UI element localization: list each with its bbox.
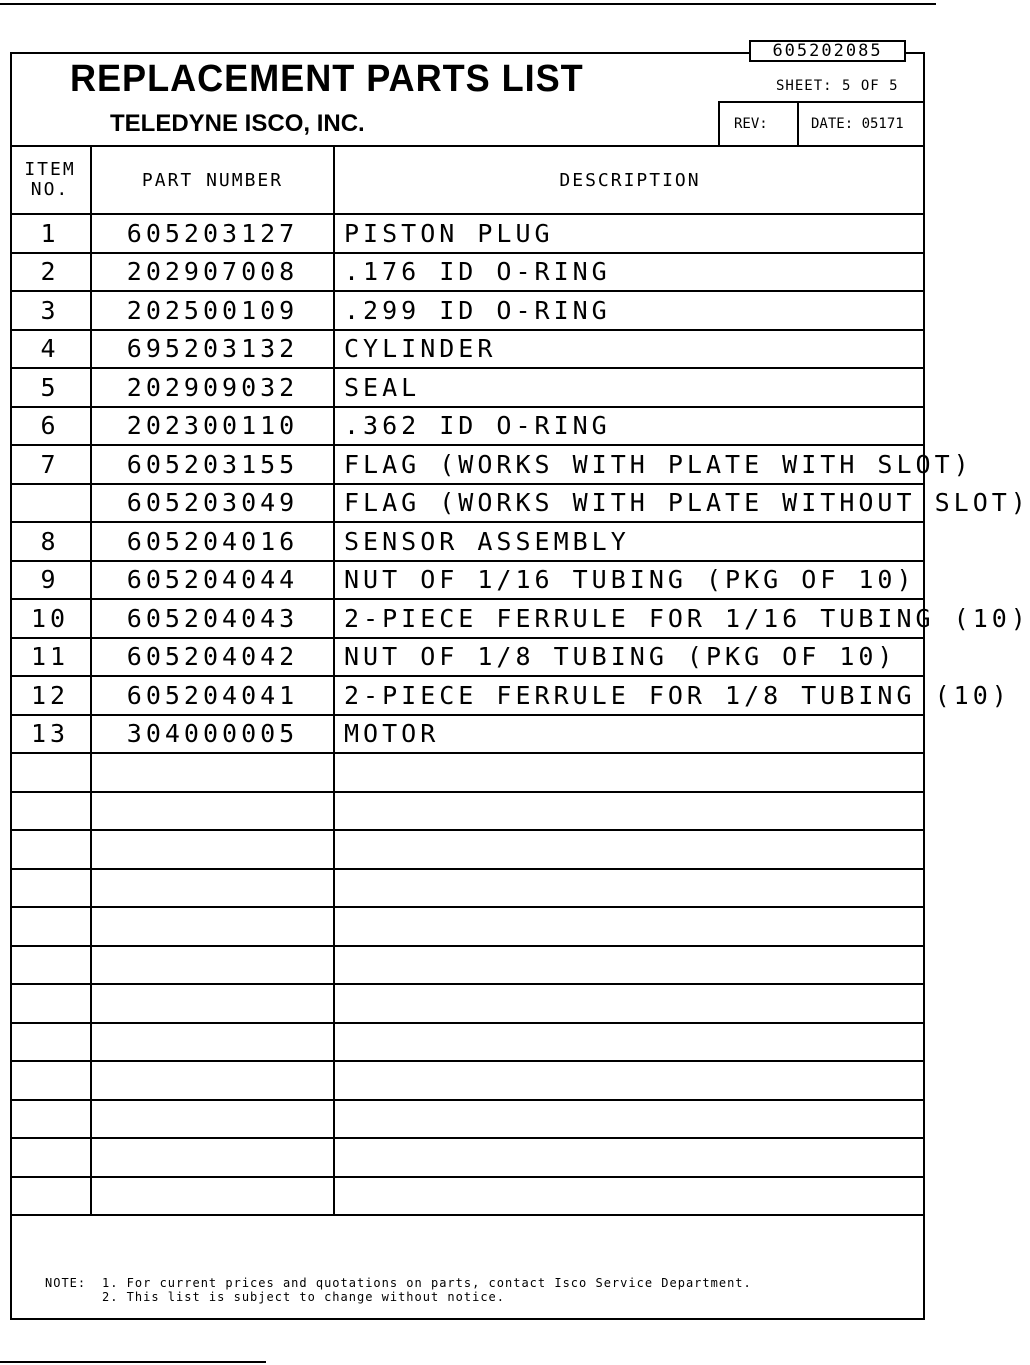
table-row bbox=[10, 445, 925, 484]
column-header-part-number: PART NUMBER bbox=[91, 146, 334, 214]
table-row bbox=[10, 946, 925, 985]
page-title: REPLACEMENT PARTS LIST bbox=[70, 58, 584, 100]
description-cell bbox=[334, 907, 925, 946]
item-number-cell bbox=[10, 484, 91, 523]
table-row bbox=[10, 522, 925, 561]
description-cell: NUT OF 1/16 TUBING (PKG OF 10) bbox=[334, 561, 925, 600]
description-cell bbox=[334, 1177, 925, 1216]
part-number-cell bbox=[91, 1100, 334, 1139]
description-cell bbox=[334, 1100, 925, 1139]
item-number-cell: 3 bbox=[10, 291, 91, 330]
table-row bbox=[10, 253, 925, 292]
description-cell: FLAG (WORKS WITH PLATE WITH SLOT) bbox=[334, 445, 925, 484]
part-number-cell: 605204042 bbox=[91, 638, 334, 677]
part-number-cell: 304000005 bbox=[91, 715, 334, 754]
item-number-cell: 1 bbox=[10, 214, 91, 253]
table-row bbox=[10, 1138, 925, 1177]
description-cell: .362 ID O-RING bbox=[334, 407, 925, 446]
table-row bbox=[10, 792, 925, 831]
part-number-cell: 202300110 bbox=[91, 407, 334, 446]
table-row bbox=[10, 1100, 925, 1139]
description-cell: NUT OF 1/8 TUBING (PKG OF 10) bbox=[334, 638, 925, 677]
description-cell: SENSOR ASSEMBLY bbox=[334, 522, 925, 561]
parts-table bbox=[10, 145, 1030, 1216]
item-number-cell bbox=[10, 946, 91, 985]
notes-section bbox=[10, 1262, 925, 1318]
table-row bbox=[10, 638, 925, 677]
table-row bbox=[10, 907, 925, 946]
table-row bbox=[10, 676, 925, 715]
item-number-cell: 2 bbox=[10, 253, 91, 292]
part-number-cell bbox=[91, 1177, 334, 1216]
description-cell: 2-PIECE FERRULE FOR 1/16 TUBING (10) bbox=[334, 599, 925, 638]
document-number: 605202085 bbox=[749, 40, 906, 62]
table-row bbox=[10, 599, 925, 638]
description-cell: .176 ID O-RING bbox=[334, 253, 925, 292]
table-row bbox=[10, 291, 925, 330]
part-number-cell bbox=[91, 907, 334, 946]
column-header-item-line2: NO. bbox=[30, 179, 70, 200]
table-row bbox=[10, 561, 925, 600]
column-header-item-line1: ITEM bbox=[24, 159, 76, 180]
description-cell bbox=[334, 946, 925, 985]
item-number-cell bbox=[10, 1100, 91, 1139]
description-cell bbox=[334, 984, 925, 1023]
item-number-cell: 4 bbox=[10, 330, 91, 369]
part-number-cell bbox=[91, 792, 334, 831]
table-row bbox=[10, 368, 925, 407]
description-cell: CYLINDER bbox=[334, 330, 925, 369]
table-row bbox=[10, 984, 925, 1023]
part-number-cell: 202907008 bbox=[91, 253, 334, 292]
sheet-number: SHEET: 5 OF 5 bbox=[776, 78, 899, 94]
item-number-cell bbox=[10, 907, 91, 946]
part-number-cell bbox=[91, 984, 334, 1023]
description-cell bbox=[334, 1061, 925, 1100]
table-row bbox=[10, 869, 925, 908]
description-cell bbox=[334, 753, 925, 792]
description-cell: FLAG (WORKS WITH PLATE WITHOUT SLOT) bbox=[334, 484, 925, 523]
item-number-cell: 9 bbox=[10, 561, 91, 600]
item-number-cell: 13 bbox=[10, 715, 91, 754]
item-number-cell: 6 bbox=[10, 407, 91, 446]
part-number-cell: 605203127 bbox=[91, 214, 334, 253]
description-cell: 2-PIECE FERRULE FOR 1/8 TUBING (10) bbox=[334, 676, 925, 715]
table-row bbox=[10, 1177, 925, 1216]
note-label: NOTE: bbox=[45, 1276, 87, 1290]
table-row bbox=[10, 753, 925, 792]
parts-table-body bbox=[10, 214, 1030, 1215]
part-number-cell bbox=[91, 830, 334, 869]
part-number-cell: 605204044 bbox=[91, 561, 334, 600]
table-row bbox=[10, 484, 925, 523]
part-number-cell: 202500109 bbox=[91, 291, 334, 330]
description-cell bbox=[334, 869, 925, 908]
column-header-item bbox=[10, 146, 91, 214]
note-line-1: 1. For current prices and quotations on parts, contact Isco Service Department. bbox=[102, 1276, 752, 1290]
part-number-cell: 605204016 bbox=[91, 522, 334, 561]
item-number-cell bbox=[10, 1138, 91, 1177]
description-cell bbox=[334, 1023, 925, 1062]
date-field: DATE: 05171 bbox=[797, 101, 923, 145]
table-row bbox=[10, 1061, 925, 1100]
description-cell: PISTON PLUG bbox=[334, 214, 925, 253]
part-number-cell bbox=[91, 946, 334, 985]
description-cell bbox=[334, 830, 925, 869]
part-number-cell: 605203049 bbox=[91, 484, 334, 523]
description-cell: .299 ID O-RING bbox=[334, 291, 925, 330]
part-number-cell: 605204043 bbox=[91, 599, 334, 638]
description-cell bbox=[334, 792, 925, 831]
description-cell bbox=[334, 1138, 925, 1177]
table-row bbox=[10, 830, 925, 869]
table-row bbox=[10, 214, 925, 253]
item-number-cell bbox=[10, 1061, 91, 1100]
table-row bbox=[10, 1023, 925, 1062]
part-number-cell bbox=[91, 869, 334, 908]
part-number-cell bbox=[91, 1023, 334, 1062]
company-name: TELEDYNE ISCO, INC. bbox=[110, 110, 365, 137]
item-number-cell bbox=[10, 753, 91, 792]
part-number-cell: 605203155 bbox=[91, 445, 334, 484]
item-number-cell bbox=[10, 1177, 91, 1216]
table-header-row bbox=[10, 146, 925, 214]
item-number-cell: 8 bbox=[10, 522, 91, 561]
table-row bbox=[10, 330, 925, 369]
part-number-cell bbox=[91, 753, 334, 792]
part-number-cell bbox=[91, 1138, 334, 1177]
item-number-cell: 5 bbox=[10, 368, 91, 407]
part-number-cell bbox=[91, 1061, 334, 1100]
item-number-cell: 10 bbox=[10, 599, 91, 638]
column-header-description: DESCRIPTION bbox=[334, 146, 925, 214]
top-rule bbox=[0, 3, 936, 5]
item-number-cell: 11 bbox=[10, 638, 91, 677]
description-cell: SEAL bbox=[334, 368, 925, 407]
table-row bbox=[10, 407, 925, 446]
item-number-cell bbox=[10, 1023, 91, 1062]
bottom-rule bbox=[0, 1361, 266, 1363]
description-cell: MOTOR bbox=[334, 715, 925, 754]
item-number-cell bbox=[10, 984, 91, 1023]
item-number-cell: 7 bbox=[10, 445, 91, 484]
part-number-cell: 605204041 bbox=[91, 676, 334, 715]
table-row bbox=[10, 715, 925, 754]
item-number-cell bbox=[10, 830, 91, 869]
part-number-cell: 695203132 bbox=[91, 330, 334, 369]
item-number-cell bbox=[10, 869, 91, 908]
item-number-cell bbox=[10, 792, 91, 831]
note-line-2: 2. This list is subject to change without notice. bbox=[102, 1290, 506, 1304]
part-number-cell: 202909032 bbox=[91, 368, 334, 407]
item-number-cell: 12 bbox=[10, 676, 91, 715]
revision-field: REV: bbox=[718, 101, 797, 145]
